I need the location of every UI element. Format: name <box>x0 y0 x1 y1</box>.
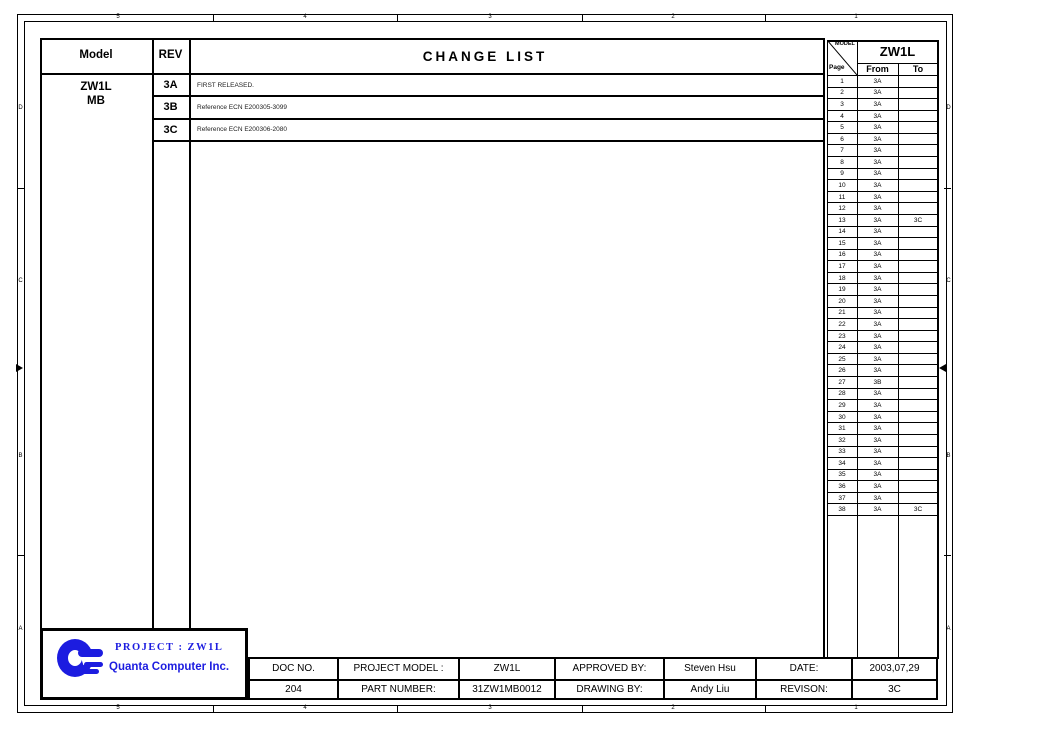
page-number: 3 <box>840 100 844 108</box>
from-revision: 3A <box>873 344 882 352</box>
from-revision: 3A <box>873 77 882 85</box>
to-column-header: To <box>912 64 924 74</box>
page-revision-row <box>827 354 938 366</box>
from-revision: 3A <box>873 483 882 491</box>
drawing-by-label: DRAWING BY: <box>554 679 663 699</box>
page-number: 26 <box>838 367 846 375</box>
from-revision: 3A <box>873 100 882 108</box>
zone-letter: B <box>18 453 23 459</box>
from-revision: 3A <box>873 390 882 398</box>
page-number: 24 <box>838 344 846 352</box>
page-revision-row <box>827 389 938 401</box>
page-revision-row <box>827 250 938 262</box>
from-revision: 3A <box>873 239 882 247</box>
date-value: 2003,07,29 <box>851 659 936 679</box>
zone-tick <box>765 705 766 712</box>
revision-label: REVISON: <box>755 679 851 699</box>
page-number: 22 <box>838 320 846 328</box>
page-revision-row <box>827 227 938 239</box>
page-revision-row <box>827 180 938 192</box>
change-list-row <box>152 97 825 119</box>
page-revision-row <box>827 435 938 447</box>
page-number: 30 <box>838 413 846 421</box>
page-number: 35 <box>838 471 846 479</box>
page-number: 8 <box>840 158 844 166</box>
table-border <box>40 38 825 40</box>
page-number: 33 <box>838 448 846 456</box>
company-logo-box <box>40 628 248 700</box>
project-model-value: ZW1L <box>458 659 554 679</box>
revision-description: Reference ECN E200306-2080 <box>197 126 287 134</box>
page-revision-row <box>827 273 938 285</box>
page-number: 20 <box>838 297 846 305</box>
page-revision-row <box>827 447 938 459</box>
page-number: 4 <box>840 112 844 120</box>
zone-letter: C <box>946 278 951 284</box>
zone-tick <box>213 705 214 712</box>
from-revision: 3A <box>873 506 882 514</box>
quanta-logo-icon <box>57 639 113 685</box>
table-border <box>40 38 42 630</box>
from-revision: 3A <box>873 494 882 502</box>
page-number: 37 <box>838 494 846 502</box>
zone-tick <box>17 555 24 556</box>
from-revision: 3A <box>873 135 882 143</box>
frame-center-arrow-left <box>16 364 23 372</box>
zone-tick <box>944 555 951 556</box>
zone-number: 2 <box>671 14 675 20</box>
page-number: 5 <box>840 124 844 132</box>
doc-no-label: DOC NO. <box>272 663 315 675</box>
from-revision: 3A <box>873 413 882 421</box>
change-list-rows <box>152 75 825 142</box>
zone-number: 4 <box>303 705 307 711</box>
from-revision: 3A <box>873 309 882 317</box>
page-number: 6 <box>840 135 844 143</box>
page-number: 11 <box>838 193 846 201</box>
from-revision: 3A <box>873 355 882 363</box>
page-revision-row <box>827 192 938 204</box>
page-number: 17 <box>838 263 846 271</box>
from-revision: 3A <box>873 425 882 433</box>
company-name: Quanta Computer Inc. <box>109 661 230 673</box>
page-number: 16 <box>838 251 846 259</box>
from-revision: 3A <box>873 124 882 132</box>
from-revision: 3A <box>873 263 882 271</box>
zone-number: 5 <box>116 705 120 711</box>
title-block <box>248 657 938 700</box>
page-number: 12 <box>838 205 846 213</box>
doc-no-value: 204 <box>250 679 337 699</box>
corner-page-label: Page <box>829 64 845 71</box>
revision-code: 3C <box>163 123 178 136</box>
revision-value: 3C <box>851 679 936 699</box>
from-revision: 3A <box>873 401 882 409</box>
project-model-label: PROJECT MODEL : <box>337 659 458 679</box>
zone-number: 2 <box>671 705 675 711</box>
page-revision-row <box>827 296 938 308</box>
from-revision: 3A <box>873 320 882 328</box>
from-revision: 3A <box>873 216 882 224</box>
page-revision-row <box>827 400 938 412</box>
page-revision-row <box>827 319 938 331</box>
page-revision-row <box>827 458 938 470</box>
page-number: 31 <box>838 425 846 433</box>
page-number: 28 <box>838 390 846 398</box>
page-number: 18 <box>838 274 846 282</box>
frame-center-arrow-right <box>939 364 946 372</box>
change-list-row <box>152 75 825 97</box>
page-revision-row <box>827 377 938 389</box>
page-revision-row <box>827 412 938 424</box>
page-revision-row <box>827 284 938 296</box>
from-revision: 3A <box>873 181 882 189</box>
zone-tick <box>213 14 214 21</box>
page-revision-row <box>827 88 938 100</box>
zone-tick <box>944 188 951 189</box>
zone-tick <box>582 705 583 712</box>
revision-description: FIRST RELEASED. <box>197 81 254 89</box>
zone-tick <box>582 14 583 21</box>
logo-bar <box>84 662 103 667</box>
page-revision-rows <box>827 76 938 516</box>
zone-tick <box>397 14 398 21</box>
page-revision-row <box>827 308 938 320</box>
drawing-by-value: Andy Liu <box>663 679 755 699</box>
from-revision: 3A <box>873 332 882 340</box>
page-revision-row <box>827 493 938 505</box>
from-revision: 3A <box>873 297 882 305</box>
page-revision-row <box>827 331 938 343</box>
zone-letter: C <box>18 278 23 284</box>
page-number: 15 <box>838 239 846 247</box>
date-label: DATE: <box>755 659 851 679</box>
zone-number: 3 <box>488 14 492 20</box>
page-revision-row <box>827 157 938 169</box>
zone-number: 5 <box>116 14 120 20</box>
zone-tick <box>17 188 24 189</box>
page-revision-row <box>827 203 938 215</box>
page-revision-row <box>827 238 938 250</box>
zone-tick <box>397 705 398 712</box>
page-number: 10 <box>838 181 846 189</box>
page-number: 21 <box>838 309 846 317</box>
page-number: 14 <box>838 228 846 236</box>
page-number: 29 <box>838 401 846 409</box>
model-name <box>40 80 152 108</box>
from-column-header: From <box>866 64 889 74</box>
from-revision: 3B <box>873 378 882 386</box>
from-revision: 3A <box>873 89 882 97</box>
zone-tick <box>765 14 766 21</box>
from-revision: 3A <box>873 471 882 479</box>
revision-description: Reference ECN E200305-3099 <box>197 103 287 111</box>
page-number: 9 <box>840 170 844 178</box>
to-revision: 3C <box>913 506 923 514</box>
page-revision-row <box>827 481 938 493</box>
page-revision-row <box>827 423 938 435</box>
page-number: 1 <box>840 77 844 85</box>
from-revision: 3A <box>873 158 882 166</box>
page-number: 25 <box>838 355 846 363</box>
from-revision: 3A <box>873 448 882 456</box>
from-revision: 3A <box>873 459 882 467</box>
revision-code: 3B <box>163 101 178 114</box>
from-revision: 3A <box>873 112 882 120</box>
from-revision: 3A <box>873 205 882 213</box>
from-revision: 3A <box>873 170 882 178</box>
page-number: 13 <box>838 216 846 224</box>
project-label: PROJECT : ZW1L <box>115 642 224 653</box>
from-revision: 3A <box>873 251 882 259</box>
page-table-model-header: ZW1L <box>879 44 916 59</box>
logo-bar <box>82 669 99 674</box>
model-name-line1: ZW1L <box>80 81 112 93</box>
from-revision: 3A <box>873 228 882 236</box>
from-revision: 3A <box>873 286 882 294</box>
from-revision: 3A <box>873 147 882 155</box>
page-revision-row <box>827 99 938 111</box>
page-revision-row <box>827 145 938 157</box>
zone-number: 4 <box>303 14 307 20</box>
page-number: 27 <box>838 378 846 386</box>
from-revision: 3A <box>873 367 882 375</box>
part-number-label: PART NUMBER: <box>337 679 458 699</box>
corner-model-label: MODEL <box>835 41 855 47</box>
page-number: 38 <box>838 506 846 514</box>
page-number: 7 <box>840 147 844 155</box>
page-revision-row <box>827 169 938 181</box>
zone-number: 1 <box>854 705 858 711</box>
approved-by-label: APPROVED BY: <box>554 659 663 679</box>
page-revision-row <box>827 365 938 377</box>
to-revision: 3C <box>913 216 923 224</box>
part-number-value: 31ZW1MB0012 <box>458 679 554 699</box>
page-revision-row <box>827 122 938 134</box>
zone-letter: A <box>946 626 951 632</box>
page-revision-row <box>827 261 938 273</box>
page-number: 23 <box>838 332 846 340</box>
change-list-row <box>152 120 825 142</box>
page-revision-row <box>827 111 938 123</box>
from-revision: 3A <box>873 193 882 201</box>
zone-letter: B <box>946 453 951 459</box>
page-number: 32 <box>838 436 846 444</box>
zone-letter: D <box>18 105 23 111</box>
logo-bar <box>78 649 103 657</box>
page-number: 36 <box>838 483 846 491</box>
change-list-title: CHANGE LIST <box>422 49 548 64</box>
from-revision: 3A <box>873 274 882 282</box>
page-revision-row <box>827 76 938 88</box>
from-revision: 3A <box>873 436 882 444</box>
page-revision-row <box>827 342 938 354</box>
zone-letter: D <box>946 105 951 111</box>
zone-letter: A <box>18 626 23 632</box>
model-name-line2: MB <box>87 95 105 107</box>
revision-code: 3A <box>163 79 178 92</box>
model-column-header: Model <box>79 49 113 61</box>
rev-column-header: REV <box>158 49 183 61</box>
approved-by-value: Steven Hsu <box>663 659 755 679</box>
page-number: 2 <box>840 89 844 97</box>
page-revision-row <box>827 215 938 227</box>
zone-number: 3 <box>488 705 492 711</box>
page-number: 19 <box>838 286 846 294</box>
zone-number: 1 <box>854 14 858 20</box>
page-number: 34 <box>838 459 846 467</box>
page-revision-row <box>827 134 938 146</box>
page-revision-row <box>827 470 938 482</box>
page-revision-row <box>827 504 938 516</box>
